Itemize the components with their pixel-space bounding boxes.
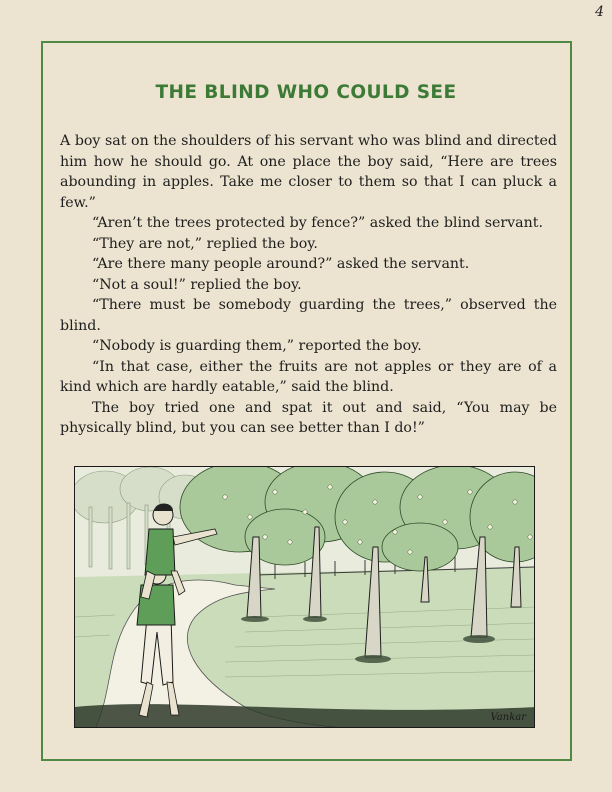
orchard-illustration: [74, 466, 535, 728]
paragraph: “Not a soul!” replied the boy.: [92, 276, 302, 293]
orchard-scene: [75, 467, 535, 728]
paragraph: “Nobody is guarding them,” reported the boy.: [92, 338, 422, 354]
story-text: [60, 131, 557, 439]
paragraph: A boy sat on the shoulders of his servant who was blind and directed him how he should go. At one place the boy said, “Here are trees abounding in apples. Take me closer to them so that I can pluck a few.”: [60, 133, 557, 211]
paragraph: The boy tried one and spat it out and said, “You may be physically blind, but you can see better than I do!”: [60, 399, 557, 436]
paragraph: “In that case, either the fruits are not apples or they are of a kind which are hardly eatable,” said the blind.: [60, 358, 557, 395]
paragraph: “They are not,” replied the boy.: [92, 235, 318, 252]
story-title: THE BLIND WHO COULD SEE: [155, 82, 457, 103]
paragraph: “There must be somebody guarding the trees,” observed the blind.: [60, 297, 557, 334]
paragraph: “Aren’t the trees protected by fence?” asked the blind servant.: [92, 215, 543, 231]
artist-signature: Vankar: [490, 712, 526, 723]
paragraph: “Are there many people around?” asked the servant.: [92, 256, 470, 272]
page-number: 4: [595, 4, 604, 20]
